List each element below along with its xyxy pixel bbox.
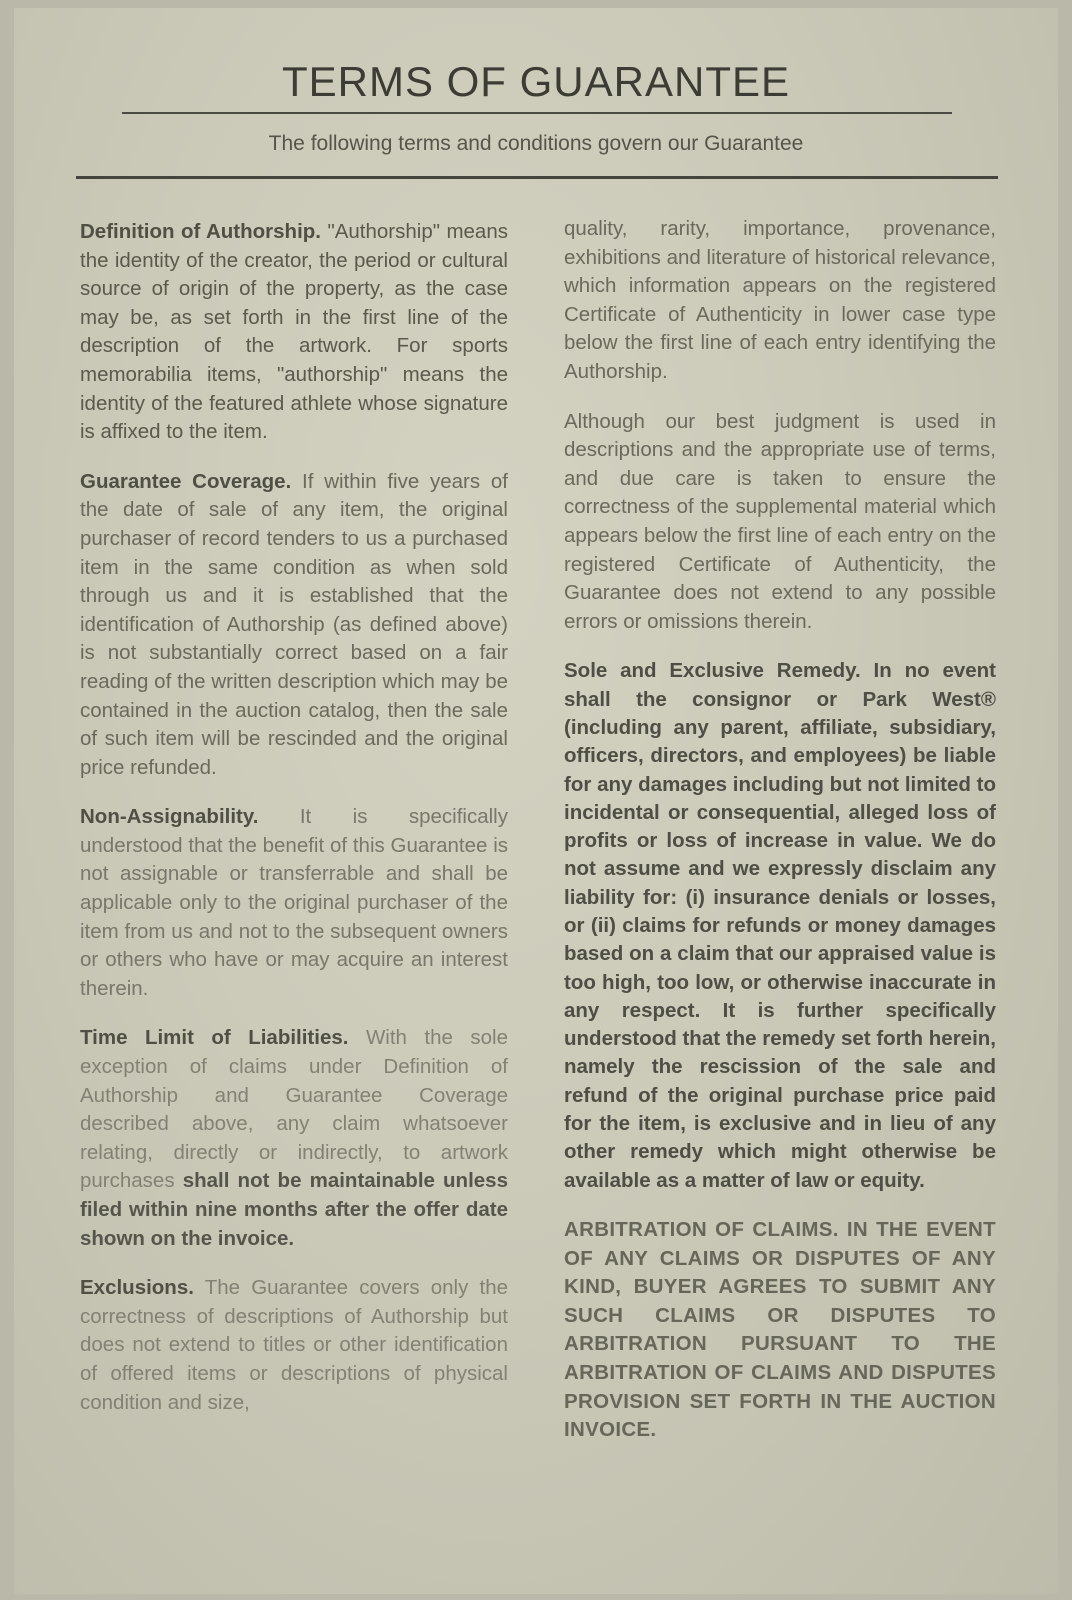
paragraph-heading: Sole and Exclusive Remedy. (564, 659, 861, 683)
page-subtitle: The following terms and conditions govern our Guarantee (268, 132, 804, 155)
paragraph-exclusions-continued (564, 215, 996, 387)
paragraph-text: Although our best judgment is used in descriptions and the appropriate use of terms, and due care is taken to ensure the correctness of the supplemental material which appears below the first line of each entry on the registered Certificate of Authenticity, the Guarantee does not extend to any possible errors or omissions therein. (564, 409, 996, 633)
paragraph-time-limit-of-liabilities (80, 1024, 508, 1253)
paragraph-guarantee-coverage (80, 468, 508, 783)
paragraph-heading: Non-Assignability. (80, 805, 259, 829)
paragraph-definition-of-authorship (80, 218, 508, 447)
paragraph-sole-and-exclusive-remedy (564, 657, 996, 1195)
title-rule (122, 112, 952, 114)
paragraph-exclusions (80, 1274, 508, 1417)
page-title: TERMS OF GUARANTEE (281, 58, 791, 105)
paragraph-text: In no event shall the consignor or Park West® (including any parent, affiliate, subsidiary, officers, directors, and employees) be liable for any damages including but not limited to incidental or consequential, alleged loss of profits or loss of increase in value. We do not assume and we expressly disclaim any liability for: (i) insurance denials or losses, or (ii) claims for refunds or money damages based on a claim that our appraised value is too high, too low, or otherwise inaccurate in any respect. It is further specifically understood that the remedy set forth herein, namely the rescission of the sale and refund of the original purchase price paid for the item, is exclusive and in lieu of any other remedy which might otherwise be available as a matter of law or equity. (564, 659, 996, 1192)
paragraph-text: ARBITRATION OF CLAIMS. IN THE EVENT OF ANY CLAIMS OR DISPUTES OF ANY KIND, BUYER AGREES TO SUBMIT ANY SUCH CLAIMS OR DISPUTES TO ARBITRATION PURSUANT TO THE ARBITRATION OF CLAIMS AND DISPUTES PROVISION SET FORTH IN THE AUCTION INVOICE. (564, 1217, 996, 1442)
paragraph-text: "Authorship" means the identity of the creator, the period or cultural source of origin of the property, as the case may be, as set forth in the first line of the description of the artwork. For sports memorabilia items, "authorship" means the identity of the featured athlete whose signature is affixed to the item. (80, 220, 508, 444)
paragraph-text: If within five years of the date of sale of any item, the original purchaser of record tenders to us a purchased item in the same condition as when sold through us and it is established that the identification of Authorship (as defined above) is not substantially correct based on a fair reading of the written description which may be contained in the auction catalog, then the sale of such item will be rescinded and the original price refunded. (80, 469, 508, 779)
paragraph-text: With the sole exception of claims under Definition of Authorship and Guarantee Coverage described above, any claim whatsoever relating, directly or indirectly, to artwork purchases (80, 1026, 509, 1193)
right-column (564, 215, 996, 1466)
guarantee-sheet (14, 8, 1058, 1594)
paragraph-heading: Guarantee Coverage. (80, 469, 292, 493)
paragraph-best-judgment (564, 408, 996, 637)
paragraph-text: It is specifically understood that the benefit of this Guarantee is not assignable or transferrable and shall be applicable only to the original purchaser of the item from us and not to the subsequent owners or others who have or may acquire an interest therein. (80, 805, 508, 1000)
paragraph-non-assignability (80, 803, 508, 1003)
paragraph-heading: Exclusions. (80, 1276, 194, 1300)
paragraph-heading: Definition of Authorship. (80, 220, 321, 243)
paragraph-emphasis: shall not be maintainable unless filed within nine months after the offer date shown on the invoice. (80, 1169, 508, 1250)
paragraph-text: The Guarantee covers only the correctness of descriptions of Authorship but does not extend to titles or other identification of offered items or descriptions of physical condition and size, (80, 1276, 508, 1414)
paragraph-arbitration-of-claims (564, 1216, 996, 1445)
left-column (80, 218, 508, 1438)
header-rule (76, 176, 998, 179)
paragraph-text: quality, rarity, importance, provenance, exhibitions and literature of historical relevance, which information appears on the registered Certificate of Authenticity in lower case type below the first line of each entry identifying the Authorship. (564, 217, 996, 383)
paragraph-heading: Time Limit of Liabilities. (80, 1026, 349, 1050)
